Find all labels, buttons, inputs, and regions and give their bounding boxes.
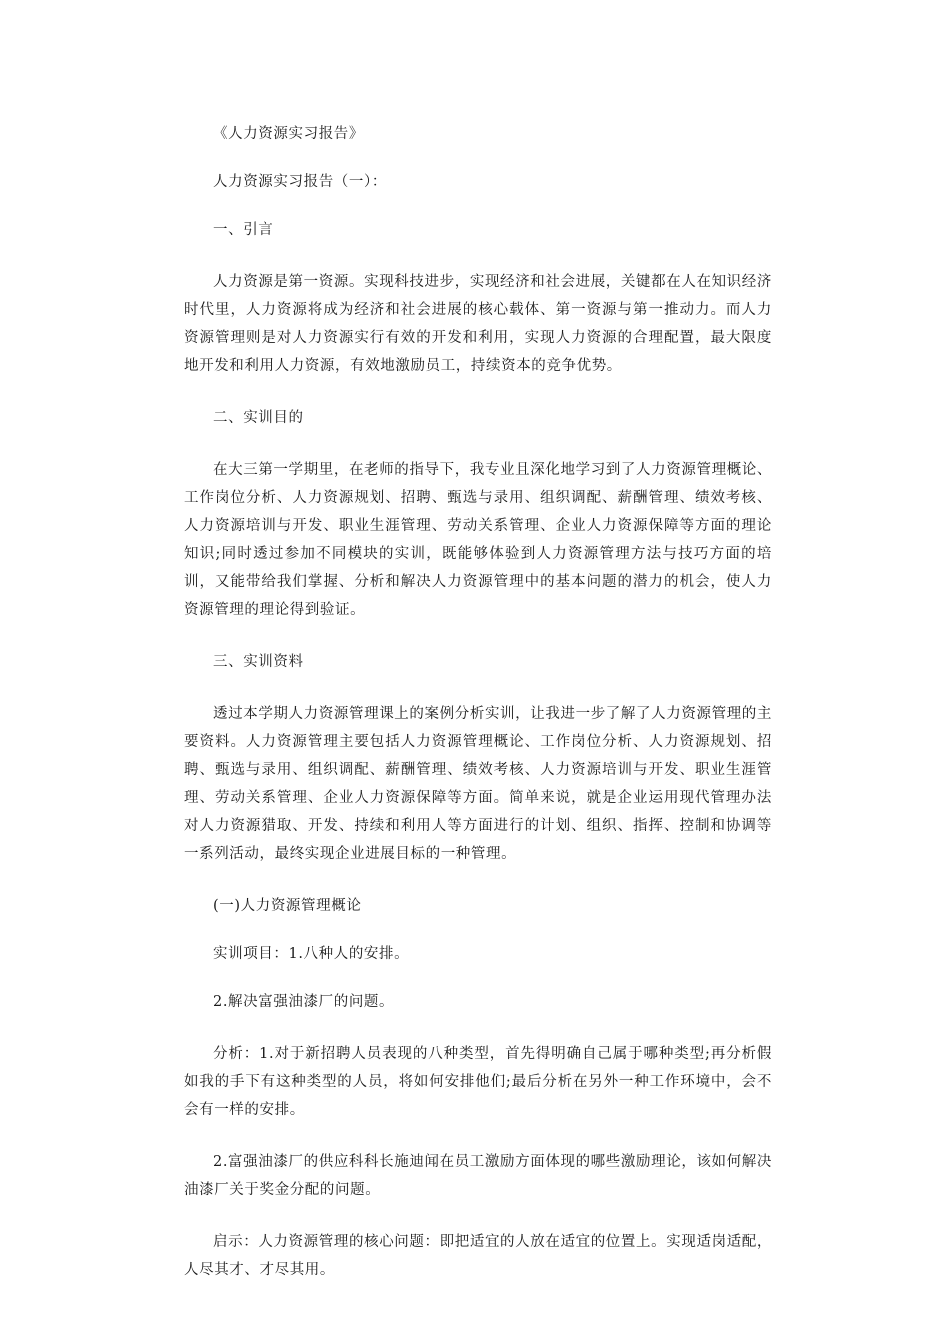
- training-project-line: 实训项目：1.八种人的安排。: [213, 946, 410, 962]
- analysis-paragraph-2: 2.富强油漆厂的供应科科长施迪闻在员工激励方面体现的哪些激励理论，该如何解决油漆厂关于奖金分配的问题。: [184, 1154, 772, 1198]
- purpose-paragraph: 在大三第一学期里，在老师的指导下，我专业且深化地学习到了人力资源管理概论、工作岗位分析、人力资源规划、招聘、甄选与录用、组织调配、薪酬管理、绩效考核、人力资源培训与开发、职业生涯管理、劳动关系管理、企业人力资源保障等方面的理论知识;同时透过参加不同模块的实训，既能够体验到人力资源管理方法与技巧方面的培训，又能带给我们掌握、分析和解决人力资源管理中的基本问题的潜力的机会，使人力资源管理的理论得到验证。: [184, 462, 772, 618]
- training-project-line-2: 2.解决富强油漆厂的问题。: [213, 994, 395, 1010]
- section-heading-introduction: 一、引言: [213, 222, 274, 238]
- insight-paragraph: 启示：人力资源管理的核心问题：即把适宜的人放在适宜的位置上。实现适岗适配，人尽其才、才尽其用。: [184, 1234, 772, 1278]
- report-subtitle: 人力资源实习报告（一）：: [213, 174, 387, 190]
- analysis-paragraph-1: 分析：1.对于新招聘人员表现的八种类型，首先得明确自己属于哪种类型;再分析假如我的手下有这种类型的人员，将如何安排他们;最后分析在另外一种工作环境中，会不会有一样的安排。: [184, 1046, 772, 1118]
- section-heading-materials: 三、实训资料: [213, 654, 304, 670]
- materials-paragraph: 透过本学期人力资源管理课上的案例分析实训，让我进一步了解了人力资源管理的主要资料。人力资源管理主要包括人力资源管理概论、工作岗位分析、人力资源规划、招聘、甄选与录用、组织调配、薪酬管理、绩效考核、人力资源培训与开发、职业生涯管理、劳动关系管理、企业人力资源保障等方面。简单来说，就是企业运用现代管理办法对人力资源猎取、开发、持续和利用人等方面进行的计划、组织、指挥、控制和协调等一系列活动，最终实现企业进展目标的一种管理。: [184, 706, 772, 862]
- introduction-paragraph: 人力资源是第一资源。实现科技进步，实现经济和社会进展，关键都在人在知识经济时代里，人力资源将成为经济和社会进展的核心载体、第一资源与第一推动力。而人力资源管理则是对人力资源实行有效的开发和利用，实现人力资源的合理配置，最大限度地开发和利用人力资源，有效地激励员工，持续资本的竞争优势。: [184, 274, 772, 374]
- subsection-heading-overview: (一)人力资源管理概论: [213, 898, 362, 914]
- section-heading-purpose: 二、实训目的: [213, 410, 304, 426]
- document-body: [184, 120, 772, 1284]
- document-title: 《人力资源实习报告》: [213, 126, 364, 142]
